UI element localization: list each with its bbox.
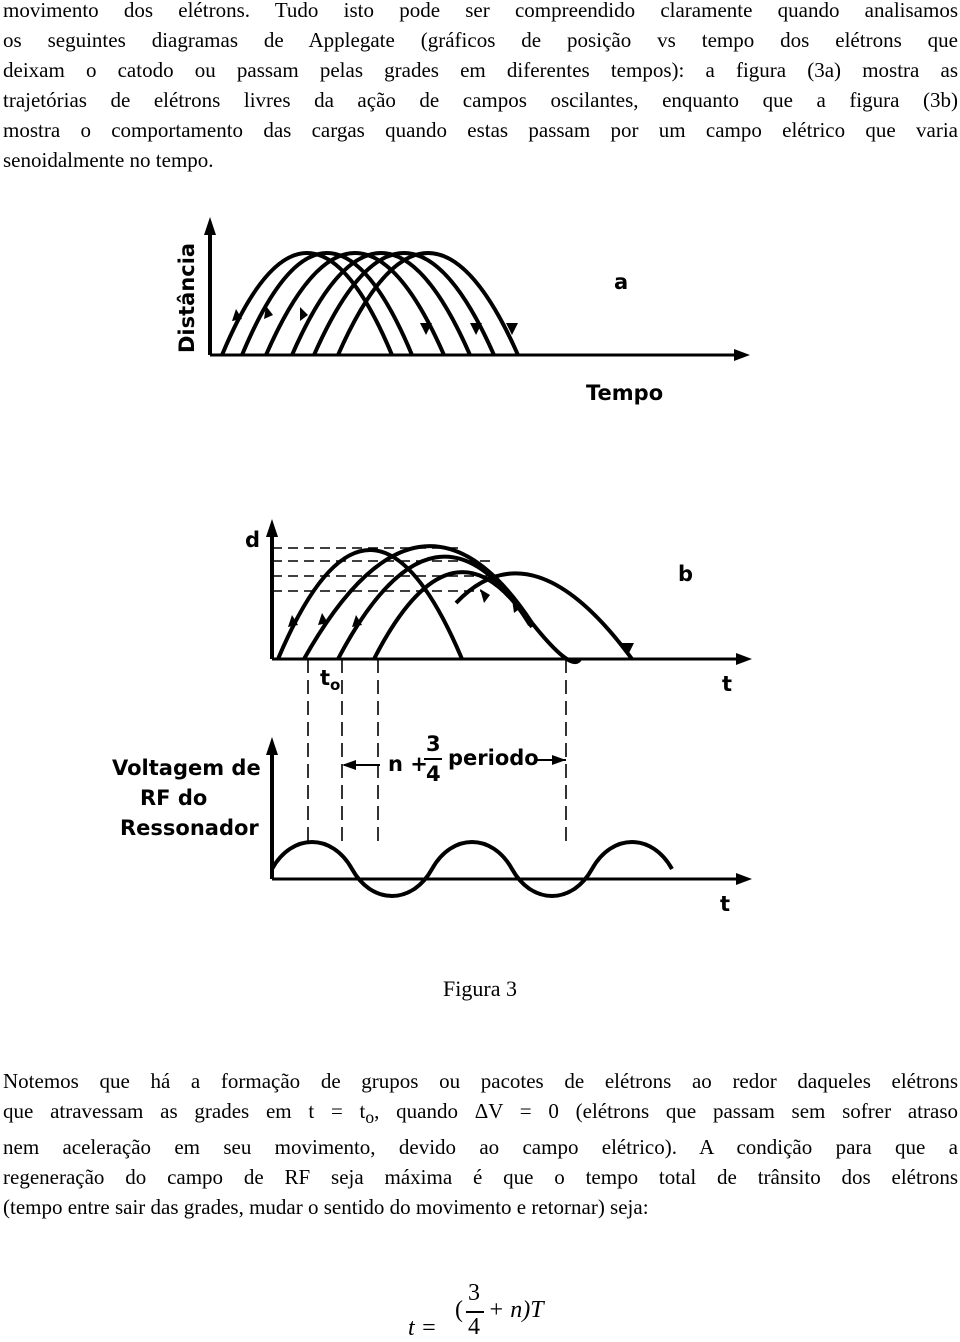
voltage-label-line3: Ressonador <box>120 816 259 840</box>
panel-a-tag: a <box>614 270 629 294</box>
text-line: regeneração do campo de RF seja máxima é que o tempo total de trânsito dos elétrons <box>3 1165 958 1190</box>
arrowhead <box>318 613 328 625</box>
panel-a-trajectories <box>222 253 518 355</box>
panel-b-y-arrow <box>266 519 278 537</box>
panel-b-trajectories <box>278 546 632 662</box>
formula-paren: ( <box>455 1297 463 1323</box>
discussion-paragraph <box>3 1066 958 1222</box>
voltage-x-label: t <box>720 892 731 916</box>
interval-fraction-num: 3 <box>426 732 441 756</box>
formula-rest: + n)T <box>488 1297 544 1323</box>
interval-label <box>342 732 566 786</box>
interval-arrow-left <box>342 760 356 770</box>
rf-voltage-wave <box>272 842 672 896</box>
text-line: mostra o comportamento das cargas quando estas passam por um campo elétrico que varia <box>3 118 958 142</box>
formula-lhs: t = <box>408 1315 437 1341</box>
panel-a-y-arrow <box>204 217 216 235</box>
figure-caption: Figura 3 <box>443 976 517 1001</box>
interval-fraction-den: 4 <box>426 762 441 786</box>
formula-fraction-bar <box>466 1311 484 1313</box>
panel-a <box>175 217 750 405</box>
panel-a-y-label: Distância <box>175 242 199 353</box>
text-line: que atravessam as grades em $t = t_o$, quando ΔV = 0 (elétrons que passam sem sofrer atraso <box>3 1099 958 1128</box>
applegate-diagram <box>52 203 908 945</box>
trajectory-curve <box>532 623 580 662</box>
interval-arrow-right <box>552 755 566 765</box>
text-line: deixam o catodo ou passam pelas grades em diferentes tempos): a figura (3a) mostra as <box>3 58 958 82</box>
t0-label: $t_o$ <box>320 666 341 694</box>
panel-b-x-arrow <box>736 653 752 665</box>
arrowhead <box>300 307 308 321</box>
arrowhead <box>480 589 490 603</box>
formula-numerator: 3 <box>468 1280 480 1306</box>
text-line: Notemos que há a formação de grupos ou pacotes de elétrons ao redor daqueles elétrons <box>3 1069 958 1093</box>
text-line: (tempo entre sair das grades, mudar o sentido do movimento e retornar) seja: <box>3 1195 649 1220</box>
text-line: os seguintes diagramas de Applegate (gráficos de posição vs tempo dos elétrons que <box>3 28 958 52</box>
text-line: movimento dos elétrons. Tudo isto pode ser compreendido claramente quando analisamos <box>3 0 958 22</box>
voltage-label-line2: RF do <box>140 786 208 810</box>
interval-n-plus: n + <box>388 752 428 776</box>
trajectory-curve <box>338 557 530 659</box>
panel-b-x-label: t <box>722 672 733 696</box>
voltage-y-arrow <box>266 737 278 755</box>
panel-b-y-label: d <box>245 528 261 552</box>
voltage-x-arrow <box>736 873 752 885</box>
interval-word: periodo <box>448 746 539 770</box>
subscript-o: o <box>365 1107 375 1128</box>
trajectory-curve <box>338 253 518 355</box>
panel-a-x-label: Tempo <box>586 381 664 405</box>
intro-paragraph <box>3 0 958 175</box>
panel-a-x-arrow <box>734 349 750 361</box>
text-line: senoidalmente no tempo. <box>3 148 214 172</box>
trajectory-curve <box>456 573 632 659</box>
trajectory-curve <box>374 572 532 659</box>
panel-b-tag: b <box>678 562 694 586</box>
voltage-label-line1: Voltagem de <box>112 756 261 780</box>
panel-b <box>245 519 752 843</box>
text-line: trajetórias de elétrons livres da ação de campos oscilantes, enquanto que a figura (3b) <box>3 88 958 112</box>
text-line: nem aceleração em seu movimento, devido ao campo elétrico). A condição para que a <box>3 1135 958 1160</box>
delta-symbol: Δ <box>474 1099 489 1123</box>
formula-denominator: 4 <box>468 1314 480 1340</box>
